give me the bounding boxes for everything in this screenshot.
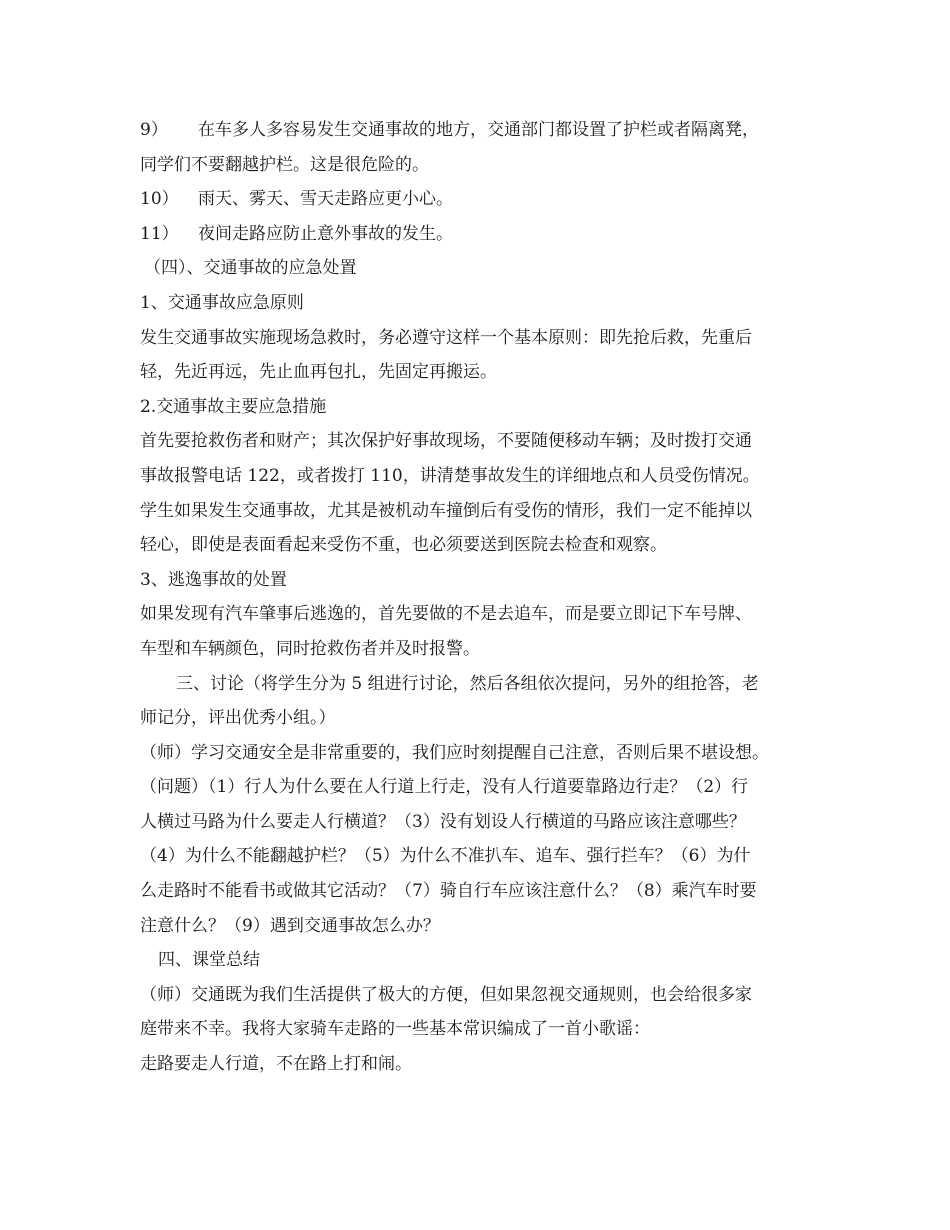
section-heading: （四）、交通事故的应急处置 [144, 258, 357, 279]
list-item-11 [140, 217, 820, 252]
paragraph-line: 走路要走人行道，不在路上打和闹。 [140, 1054, 412, 1075]
list-number: 11） [140, 223, 179, 244]
paragraph-line: 事故报警电话 122，或者拨打 110，讲清楚事故发生的详细地点和人员受伤情况。 [140, 465, 760, 486]
subsection-heading: 1、交通事故应急原则 [140, 292, 304, 313]
section-heading: 三、讨论（将学生分为 5 组进行讨论，然后各组依次提问，另外的组抢答，老 [176, 673, 759, 694]
paragraph-line: （师）交通既为我们生活提供了极大的方便，但如果忽视交通规则，也会给很多家 [140, 984, 752, 1005]
paragraph-line: 学生如果发生交通事故，尤其是被机动车撞倒后有受伤的情形，我们一定不能掉以 [140, 500, 752, 521]
paragraph-line: 首先要抢救伤者和财产；其次保护好事故现场，不要随便移动车辆；及时拨打交通 [140, 431, 752, 452]
paragraph-text: 在车多人多容易发生交通事故的地方，交通部门都设置了护栏或者隔离凳， [198, 120, 759, 140]
list-number: 10） [140, 189, 179, 210]
paragraph-line: 么走路时不能看书或做其它活动？（7）骑自行车应该注意什么？（8）乘汽车时要 [140, 881, 757, 902]
paragraph-line: 轻心，即使是表面看起来受伤不重，也必须要送到医院去检查和观察。 [140, 535, 667, 556]
paragraph-line: 人横过马路为什么要走人行横道？（3）没有划设人行横道的马路应该注意哪些？ [140, 811, 746, 832]
paragraph-line: 轻，先近再远，先止血再包扎，先固定再搬运。 [140, 362, 497, 383]
paragraph-line: 如果发现有汽车肇事后逃逸的，首先要做的不是去追车，而是要立即记下车号牌、 [140, 604, 752, 625]
section-heading: 四、课堂总结 [158, 950, 260, 971]
paragraph-text: 夜间走路应防止意外事故的发生。 [198, 223, 453, 244]
list-item-10 [140, 182, 820, 217]
paragraph-line: 同学们不要翻越护栏。这是很危险的。 [140, 154, 429, 175]
paragraph-line: 发生交通事故实施现场急救时，务必遵守这样一个基本原则：即先抢后救，先重后 [140, 327, 752, 348]
list-item-9 [140, 113, 820, 148]
paragraph-text: 雨天、雾天、雪天走路应更小心。 [198, 189, 453, 210]
list-number: 9） [140, 120, 168, 140]
paragraph-line: 师记分，评出优秀小组。） [140, 708, 336, 729]
paragraph-line: 车型和车辆颜色，同时抢救伤者并及时报警。 [140, 638, 480, 659]
paragraph-line: 注意什么？（9）遇到交通事故怎么办？ [140, 915, 440, 936]
paragraph-line: （问题）（1）行人为什么要在人行道上行走，没有人行道要靠路边行走？（2）行 [140, 777, 749, 798]
paragraph-line: （4）为什么不能翻越护栏？（5）为什么不准扒车、追车、强行拦车？（6）为什 [140, 846, 751, 867]
document-body [140, 113, 820, 1082]
paragraph-line: （师）学习交通安全是非常重要的，我们应时刻提醒自己注意，否则后果不堪设想。 [140, 742, 769, 763]
subsection-heading: 3、逃逸事故的处置 [140, 569, 287, 590]
paragraph-line: 庭带来不幸。我将大家骑车走路的一些基本常识编成了一首小歌谣： [140, 1019, 650, 1040]
subsection-heading: 2.交通事故主要应急措施 [140, 396, 327, 417]
